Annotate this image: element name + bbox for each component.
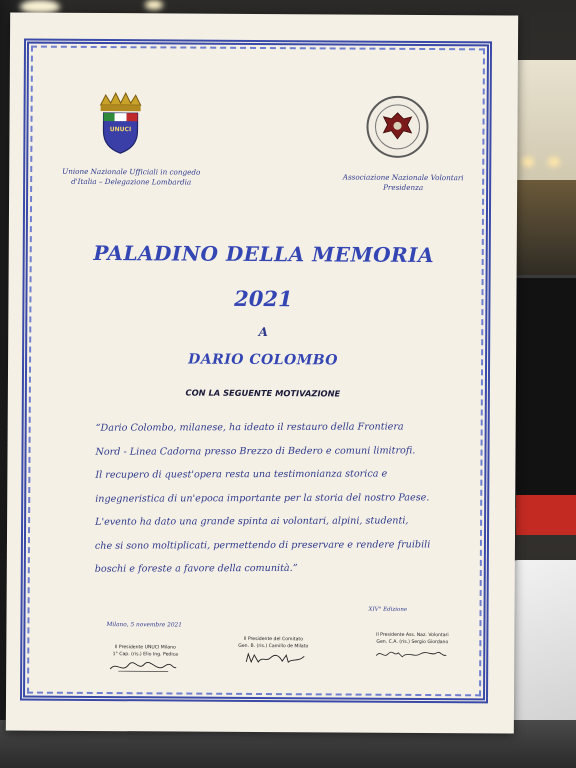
edition-label: XIV° Edizione [368,606,408,613]
signature-3-icon [374,647,448,661]
left-org-line2: d'Italia – Delegazione Lombardia [71,177,192,188]
to-label: A [258,324,268,340]
motivation-label: CON LA SEGUENTE MOTIVAZIONE [185,387,341,399]
certificate-title: PALADINO DELLA MEMORIA [93,240,435,268]
signature-1-icon [108,659,178,675]
left-org-line1: Unione Nazionale Ufficiali in congedo [62,166,201,177]
signatory-name: Gen. B. (ris.) Camillo de Milato [238,643,309,650]
background-light [548,157,560,167]
background-red-object [516,495,576,535]
association-seal-logo [365,95,429,159]
signatory-1 [100,645,190,659]
motivation-line: che si sono moltiplicati, permettendo di preservare e rendere fruibili [94,538,431,552]
background-light [522,157,534,167]
motivation-line: ingegneristica di un'epoca importante per la storia del nostro Paese. [95,491,430,505]
background-shop [515,180,576,280]
svg-text:UNUCI: UNUCI [109,126,132,134]
motivation-line: L'evento ha dato una grande spinta ai volontari, alpini, studenti, [95,515,409,528]
background-light [145,0,163,10]
recipient-name: DARIO COLOMBO [188,351,339,369]
motivation-line: Il recupero di quest'opera resta una testimonianza storica e [95,468,388,481]
signatory-3 [362,633,462,647]
signature-2-icon [244,650,306,666]
unuci-crest-logo [95,91,145,155]
signatory-2 [228,637,318,651]
signatory-title: Il Presidente del Comitato [243,636,304,643]
certificate-year: 2021 [234,285,293,312]
signatory-name: 1° Cap. (ris.) Elio Ing. Pedica [112,651,178,658]
right-organization-name [339,172,467,194]
signatory-title: Il Presidente Ass. Naz. Volontari [376,632,449,639]
right-org-line2: Presidenza [383,183,424,193]
signatory-name: Gen. C.A. (ris.) Sergio Giordano [376,639,449,646]
right-org-line1: Associazione Nazionale Volontari [342,172,464,183]
motivation-line: “Dario Colombo, milanese, ha ideato il restauro della Frontiera [95,421,404,434]
background-bag [508,560,576,740]
signatory-title: Il Presidente UNUCI Milano [114,645,176,651]
motivation-text [95,415,436,581]
motivation-line: Nord - Linea Cadorna presso Brezzo di Bedero e comuni limitrofi. [95,444,416,458]
certificate [6,12,518,733]
issue-date: Milano, 5 novembre 2021 [106,622,182,629]
background-chair [512,275,576,508]
background-awning [515,60,576,190]
motivation-line: boschi e foreste a favore della comunità.” [94,562,298,575]
left-organization-name [55,167,207,189]
